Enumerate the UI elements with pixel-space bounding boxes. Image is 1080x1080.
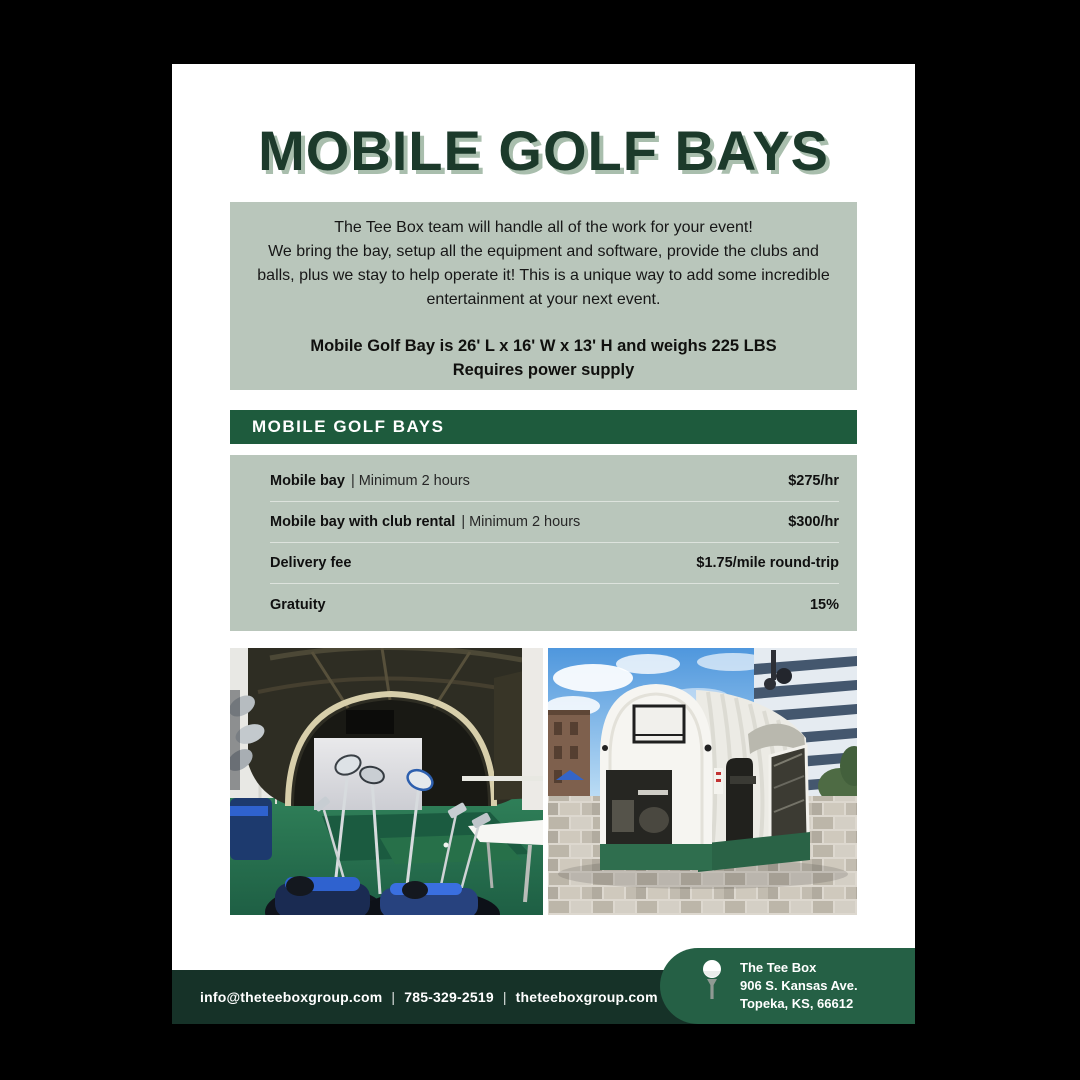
photo-golf-bay-exterior: [548, 648, 857, 915]
exterior-photo-illustration: [548, 648, 857, 915]
footer-phone: 785-329-2519: [404, 989, 494, 1005]
flyer-page: [172, 64, 915, 1024]
photo-golf-bay-interior: [230, 648, 543, 915]
section-header: [230, 410, 857, 444]
pricing-row-value: $300/hr: [788, 514, 839, 530]
pricing-table: [230, 455, 857, 631]
pricing-row: [270, 461, 839, 502]
contact-separator: |: [391, 989, 396, 1005]
pricing-row: [270, 584, 839, 625]
intro-line-1: The Tee Box team will handle all of the work for your event!: [334, 219, 753, 236]
golf-ball-tee-icon: [700, 959, 724, 1014]
address-city: Topeka, KS, 66612: [740, 996, 854, 1011]
pricing-row: [270, 543, 839, 584]
intro-box: [230, 202, 857, 390]
address-street: 906 S. Kansas Ave.: [740, 978, 858, 993]
pricing-row-value: $275/hr: [788, 473, 839, 489]
pricing-row-value: $1.75/mile round-trip: [696, 555, 839, 571]
page-title: MOBILE GOLF BAYS: [258, 119, 829, 182]
pricing-row-label: Gratuity: [270, 596, 326, 613]
contact-separator: |: [502, 989, 507, 1005]
footer-email: info@theteeboxgroup.com: [200, 989, 383, 1005]
pricing-row-label: Mobile bay with club rental | Minimum 2 hours: [270, 514, 581, 530]
specs-line-1: Mobile Golf Bay is 26' L x 16' W x 13' H and weighs 225 LBS: [310, 337, 777, 355]
interior-photo-illustration: [230, 648, 543, 915]
intro-line-2: We bring the bay, setup all the equipment and software, provide the clubs and balls, plus we stay to help operate it! This is a unique way to add some incredible entertainment at your next event.: [257, 243, 830, 308]
footer-website: theteeboxgroup.com: [515, 989, 658, 1005]
footer-address-card: [660, 948, 915, 1024]
footer-address: [740, 959, 858, 1013]
pricing-row-label: Delivery fee: [270, 555, 352, 571]
pricing-row-value: 15%: [809, 596, 839, 613]
specs-line-2: Requires power supply: [452, 361, 635, 379]
section-header-label: MOBILE GOLF BAYS: [252, 417, 445, 436]
footer-contact: [200, 970, 658, 1024]
pricing-row-label: Mobile bay | Minimum 2 hours: [270, 473, 470, 489]
pricing-row: [270, 502, 839, 543]
address-name: The Tee Box: [740, 960, 817, 975]
